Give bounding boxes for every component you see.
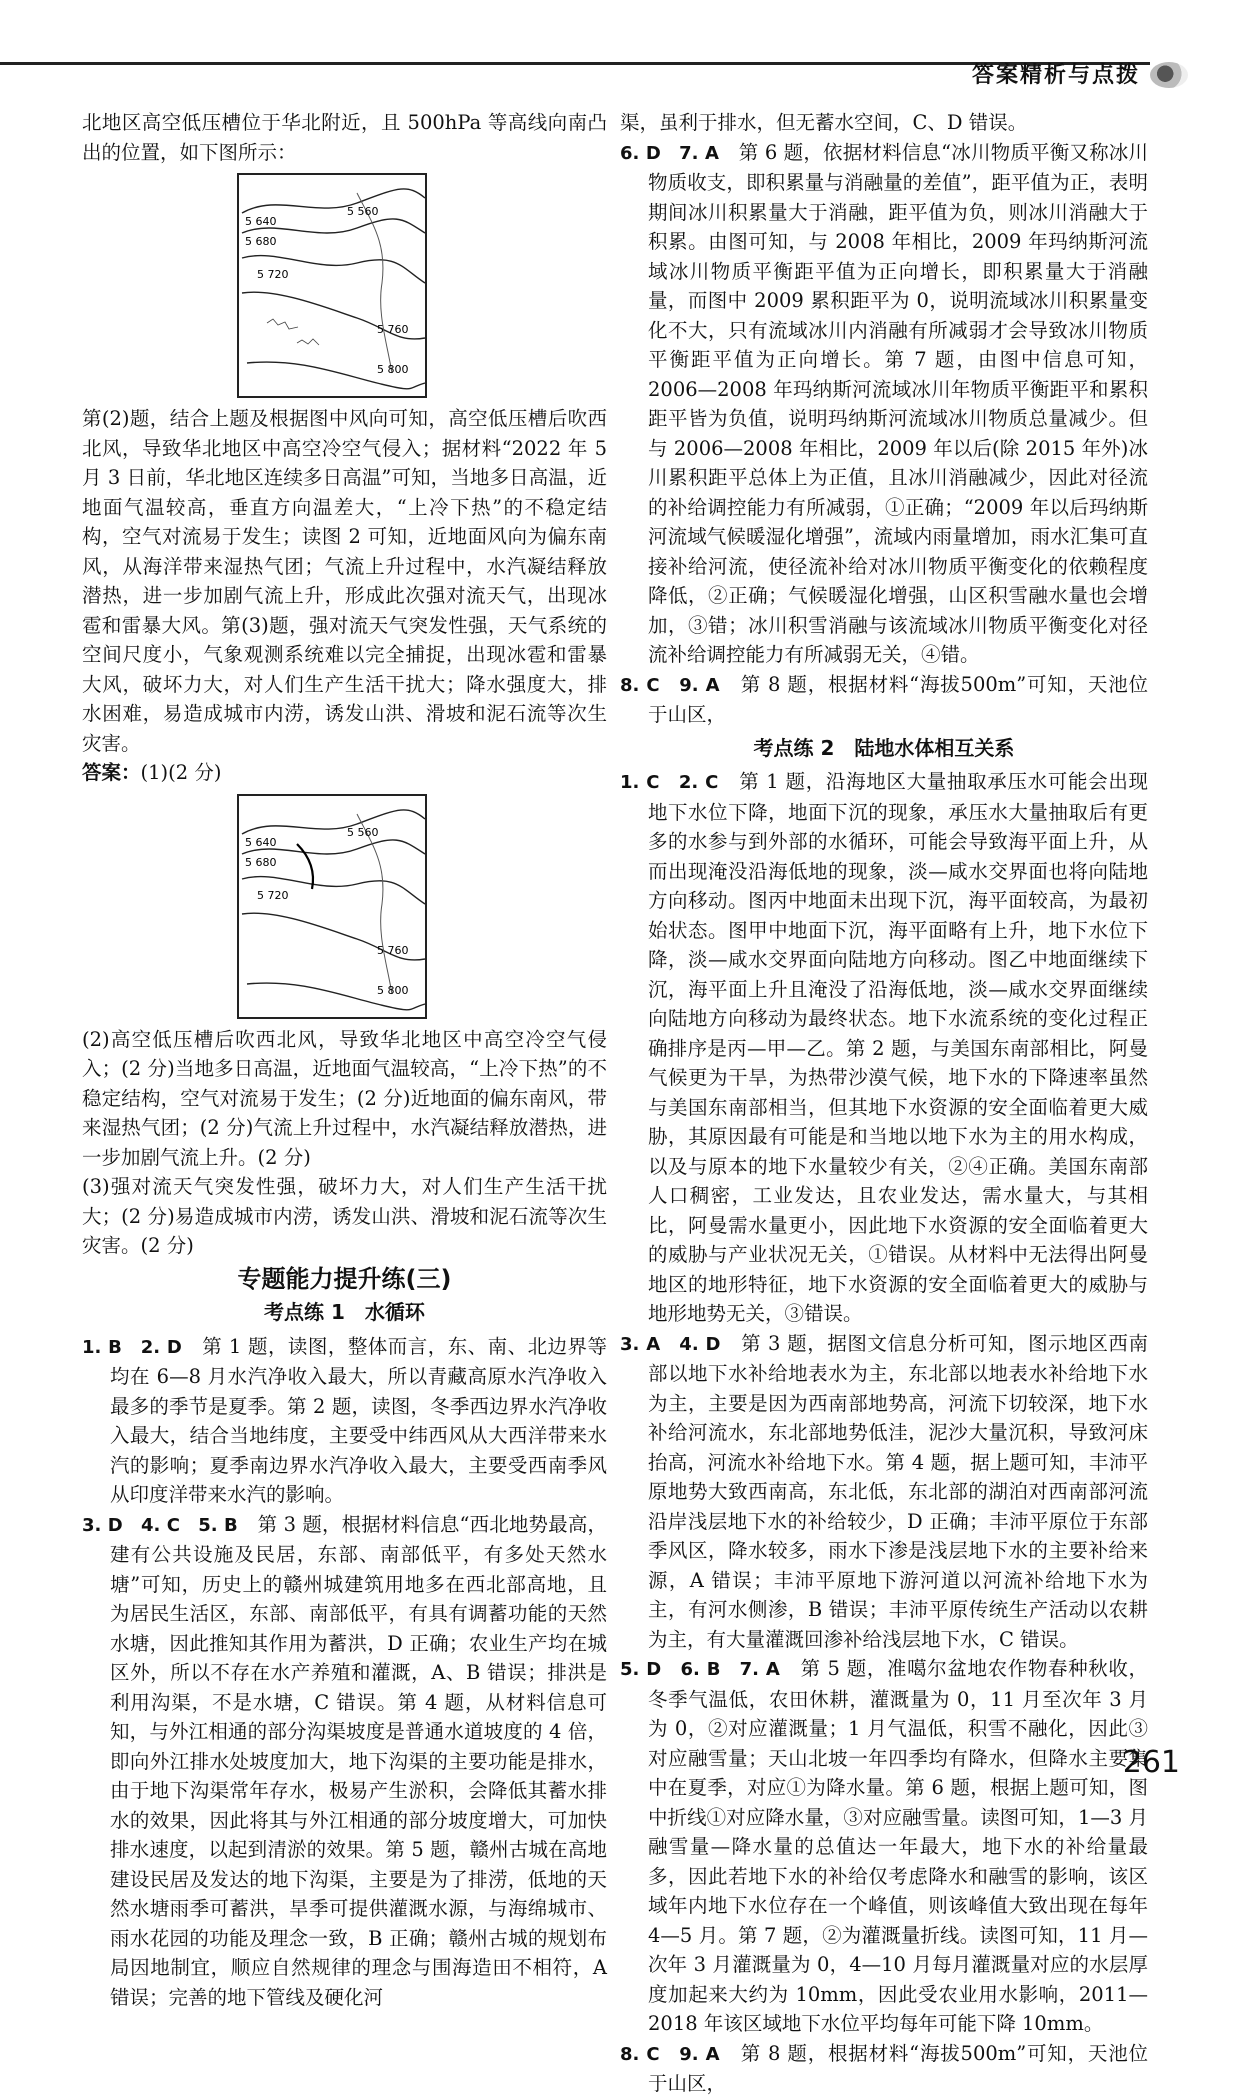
question-number: 8. C 9. A — [620, 2043, 720, 2065]
question-analysis: 第 1 题，沿海地区大量抽取承压水可能会出现地下水位下降，地面下沉的现象，承压水大量抽取后有更多的水参与到外部的水循环，可能会导致海平面上升，从而出现淹没沿海低地的现象，淡—咸水交界面也将向陆地方向移动。图丙中地面未出现下沉，海平面较高，为最初始状态。图甲中地面下沉，海平面略有上升，地下水位下降，淡—咸水交界面向陆地方向移动。图乙中地面继续下沉，海平面上升且淹没了沿海低地，淡—咸水交界面继续向陆地方向移动为最终状态。地下水流系统的变化过程正确排序是丙—甲—乙。第 2 题，与美国东南部相比，阿曼气候更为干旱，为热带沙漠气候，地下水的下降速率虽然与美国东南部相当，但其地下水资源的安全面临着更大威胁，其原因最有可能是和当地以地下水为主的用水构成，以及与原本的地下水量较少有关，②④正确。美国东南部人口稠密，工业发达，且农业发达，需水量大，与其相比，阿曼需水量更小，因此地下水资源的安全面临着更大的威胁与产业状况无关，①错误。从材料中无法得出阿曼地区的地形特征，地下水资源的安全面临着更大的威胁与地形地势无关，③错误。 — [648, 770, 1148, 1325]
answer-label: 答案： — [82, 761, 141, 784]
map-label: 5 680 — [245, 855, 277, 869]
map-label: 5 760 — [377, 943, 409, 957]
question-analysis: 第 1 题，读图，整体而言，东、南、北边界等均在 6—8 月水汽净收入最大，所以青藏高原水汽净收入最多的季节是夏季。第 2 题，读图，冬季西边界水汽净收入最大，结合当地纬度，主要受中纬西风从大西洋带来水汽的影响；夏季南边界水汽净收入最大，主要受西南季风从印度洋带来水汽的影响。 — [110, 1334, 607, 1506]
right-column — [620, 108, 1148, 2099]
map-label: 5 800 — [377, 983, 409, 997]
weather-map-figure-1 — [237, 173, 427, 398]
question-analysis: 第 3 题，据图文信息分析可知，图示地区西南部以地下水补给地表水为主，东北部以地表水补给地下水为主，主要是因为西南部地势高，河流下切较深，地下水补给河流水，东北部地势低洼，泥沙大量沉积，导致河床抬高，河流水补给地下水。第 4 题，据上题可知，丰沛平原地势大致西南高，东北低，东北部的湖泊对西南部河流沿岸浅层地下水的补给较少，D 正确；丰沛平原位于东部季风区，降水较多，雨水下渗是浅层地下水的主要补给来源，A 错误；丰沛平原地下游河道以河流补给地下水为主，有河水侧渗，B 错误；丰沛平原传统生产活动以农耕为主，有大量灌溉回渗补给浅层地下水，C 错误。 — [648, 1331, 1148, 1651]
question-analysis: 第 5 题，准噶尔盆地农作物春种秋收，冬季气温低，农田休耕，灌溉量为 0，11 月至次年 3 月为 0，②对应灌溉量；1 月气温低，积雪不融化，因此③对应融雪量；天山北坡一年四季均有降水，但降水主要集中在夏季，对应①为降水量。第 6 题，根据上题可知，图中折线①对应降水量，③对应融雪量。读图可知，1—3 月融雪量—降水量的总值达一年最大，地下水的补给量最多，因此若地下水的补给仅考虑降水和融雪的影响，该区域年内地下水位存在一个峰值，则该峰值大致出现在每年 4—5 月。第 7 题，②为灌溉量折线。读图可知，11 月—次年 3 月灌溉量为 0，4—10 月每月灌溉量对应的水层厚度加起来大约为 10mm，因此受农业用水影响，2011—2018 年该区域地下水位平均每年可能下降 10mm。 — [648, 1657, 1148, 2035]
answer-part-1: (1)(2 分) — [140, 761, 222, 784]
subsection-title: 考点练 2 陆地水体相互关系 — [753, 735, 1015, 760]
question-number: 1. C 2. C — [620, 772, 719, 793]
section-title: 专题能力提升练(三) — [237, 1264, 452, 1293]
left-intro: 北地区高空低压槽位于华北附近，且 500hPa 等高线向南凸出的位置，如下图所示： — [82, 111, 607, 164]
question-number: 5. D 6. B 7. A — [620, 1659, 780, 1680]
left-column — [82, 108, 607, 2012]
question-number: 6. D 7. A — [620, 142, 719, 164]
question-analysis: 第 6 题，依据材料信息“冰川物质平衡又称冰川物质收支，即积累量与消融量的差值”，距平值为正，表明期间冰川积累量大于消融，距平值为负，则冰川消融大于积累。由图可知，与 2008 年相比，2009 年玛纳斯河流域冰川物质平衡距平值为正向增长，即积累量大于消融量，而图中 2009 累积距平为 0，说明流域冰川积累量变化不大，只有流域冰川内消融有所减弱才会导致冰川物质平衡距平值为正向增长。第 7 题，由图中信息可知，2006—2008 年玛纳斯河流域冰川年物质平衡距平和累积距平皆为负值，说明玛纳斯河流域冰川物质总量减少。但与 2006—2008 年相比，2009 年以后(除 2015 年外)冰川累积距平总体上为正值，且冰川消融减少，因此对径流的补给调控能力有所减弱，①正确；“2009 年以后玛纳斯河流域气候暖湿化增强”，流域内雨量增加，雨水汇集可直接补给河流，使径流补给对冰川物质平衡变化的依赖程度降低，②正确；气候暖湿化增强，山区积雪融水量也会增加，③错；冰川积雪消融与该流域冰川物质平衡变化对径流补给调控能力有所减弱无关，④错。 — [648, 140, 1148, 666]
map-label: 5 720 — [257, 268, 289, 281]
weather-map-figure-2 — [237, 794, 427, 1019]
header-title: 答案精析与点拨 — [971, 63, 1140, 88]
question-analysis: 第 3 题，根据材料信息“西北地势最高，建有公共设施及民居，东部、南部低平，有多处天然水塘”可知，历史上的赣州城建筑用地多在西北部高地，且为居民生活区，东部、南部低平，有具有调蓄功能的天然水塘，因此推知其作用为蓄洪，D 正确；农业生产均在城区外，所以不存在水产养殖和灌溉，A、B 错误；排洪是利用沟渠，不是水塘，C 错误。第 4 题，从材料信息可知，与外江相通的部分沟渠坡度是普通水道坡度的 4 倍，即向外江排水处坡度加大，地下沟渠的主要功能是排水，由于地下沟渠常年存水，极易产生淤积，会降低其蓄水排水的效果，因此将其与外江相通的部分坡度增大，可加快排水速度，以起到清淤的效果。第 5 题，赣州古城在高地建设民居及发达的地下沟渠，主要是为了排涝，低地的天然水塘雨季可蓄洪，旱季可提供灌溉水源，与海绵城市、雨水花园的功能及理念一致，B 正确；赣州古城的规划布局因地制宜，顺应自然规律的理念与围海造田不相符，A 错误；完善的地下管线及硬化河 — [110, 1512, 607, 2009]
map-label: 5 760 — [377, 323, 409, 336]
map-label: 5 640 — [245, 215, 277, 228]
question-number: 3. D 4. C 5. B — [82, 1514, 238, 1536]
left-analysis: 第(2)题，结合上题及根据图中风向可知，高空低压槽后吹西北风，导致华北地区中高空冷空气侵入；据材料“2022 年 5 月 3 日前，华北地区连续多日高温”可知，当地多日高温，近地面气温较高，垂直方向温差大，“上冷下热”的不稳定结构，空气对流易于发生；读图 2 可知，近地面风向为偏东南风，从海洋带来湿热气团；气流上升过程中，水汽凝结释放潜热，进一步加剧气流上升，形成此次强对流天气，出现冰雹和雷暴大风。第(3)题，强对流天气突发性强，天气系统的空间尺度小，气象观测系统难以完全捕捉，出现冰雹和雷暴大风，破坏力大，对人们生产生活干扰大；降水强度大，排水困难，易造成城市内涝，诱发山洪、滑坡和泥石流等次生灾害。 — [82, 407, 607, 755]
question-analysis: 第 8 题，根据材料“海拔500m”可知，天池位于山区， — [648, 672, 1148, 726]
question-number: 1. B 2. D — [82, 1336, 182, 1358]
map-label: 5 640 — [245, 835, 277, 849]
eye-logo-icon — [1150, 62, 1188, 88]
continued-text: 渠，虽利于排水，但无蓄水空间，C、D 错误。 — [620, 111, 1028, 134]
answer-part-2: (2)高空低压槽后吹西北风，导致华北地区中高空冷空气侵入；(2 分)当地多日高温，近地面气温较高，“上冷下热”的不稳定结构，空气对流易于发生；(2 分)近地面的偏东南风，带来湿热气团；(2 分)气流上升过程中，水汽凝结释放潜热，进一步加剧气流上升。(2 分) — [82, 1027, 607, 1169]
map-label: 5 560 — [347, 205, 379, 218]
map-label: 5 680 — [245, 235, 277, 248]
map-label: 5 800 — [377, 363, 409, 376]
question-number: 3. A 4. D — [620, 1333, 721, 1355]
map-label: 5 720 — [257, 888, 289, 902]
question-analysis: 第 8 题，根据材料“海拔500m”可知，天池位于山区， — [648, 2041, 1148, 2095]
page-number: 261 — [1122, 1745, 1180, 1780]
answer-part-3: (3)强对流天气突发性强，破坏力大，对人们生产生活干扰大；(2 分)易造成城市内涝，诱发山洪、滑坡和泥石流等次生灾害。(2 分) — [82, 1175, 607, 1257]
map-label: 5 560 — [347, 825, 379, 839]
subsection-title: 考点练 1 水循环 — [264, 1300, 425, 1324]
page-header — [0, 0, 1250, 92]
question-number: 8. C 9. A — [620, 674, 720, 696]
